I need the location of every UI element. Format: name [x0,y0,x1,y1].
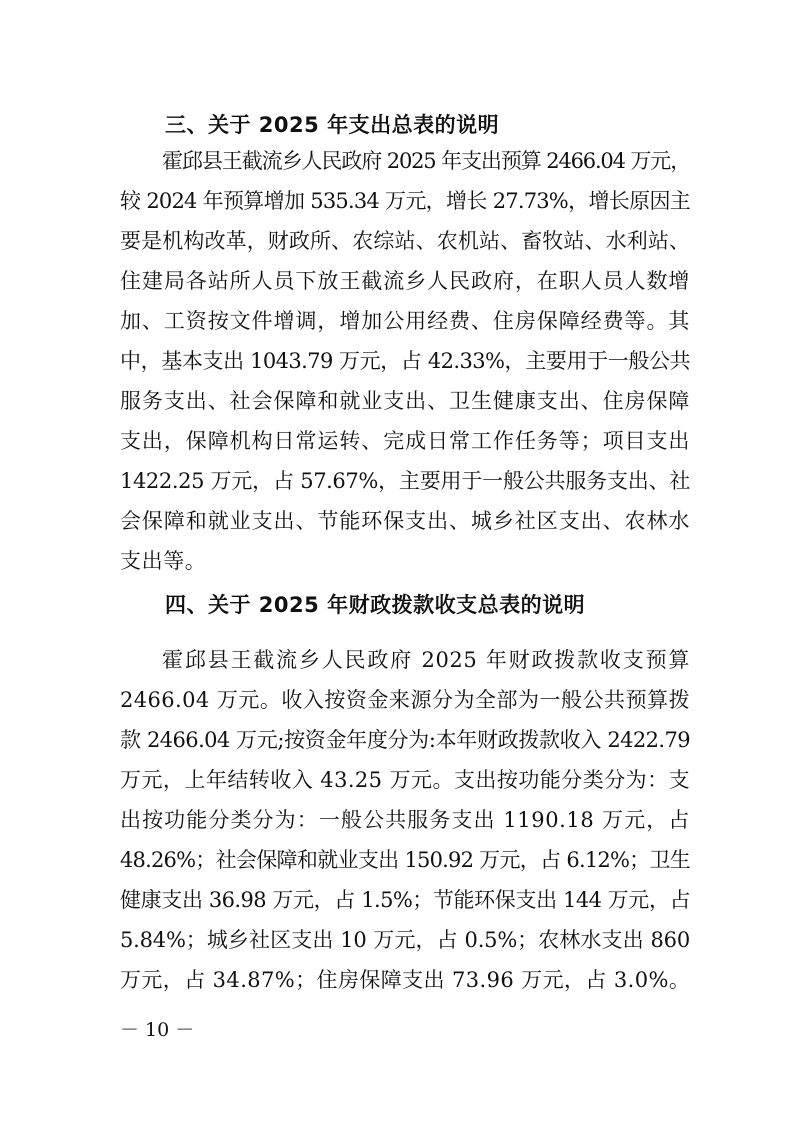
paragraph-line: 5.84%；城乡社区支出 10 万元，占 0.5%；农林水支出 860 [120,928,690,952]
section-3-paragraph [120,141,690,581]
paragraph-line: 款 2466.04 万元;按资金年度分为:本年财政拨款收入 2422.79 [120,728,690,752]
paragraph-line: 霍邱县王截流乡人民政府 2025 年财政拨款收支预算 [162,648,690,672]
page-number: － 10 － [120,1019,195,1041]
section-4-paragraph [120,640,690,1000]
paragraph-line: 1422.25 万元，占 57.67%，主要用于一般公共服务支出、社 [120,469,690,493]
paragraph-line: 48.26%；社会保障和就业支出 150.92 万元，占 6.12%；卫生 [120,848,690,872]
paragraph-line: 健康支出 36.98 万元，占 1.5%；节能环保支出 144 万元，占 [120,888,690,912]
paragraph-line: 要是机构改革，财政所、农综站、农机站、畜牧站、水利站、 [120,229,690,253]
paragraph-line: 会保障和就业支出、节能环保支出、城乡社区支出、农林水 [120,509,690,533]
paragraph-line: 万元，占 34.87%；住房保障支出 73.96 万元，占 3.0%。 [120,968,691,992]
paragraph-line: 服务支出、社会保障和就业支出、卫生健康支出、住房保障 [120,389,690,413]
paragraph-line: 中，基本支出 1043.79 万元，占 42.33%，主要用于一般公共 [120,349,690,373]
paragraph-line: 加、工资按文件增调，增加公用经费、住房保障经费等。其 [120,309,690,333]
paragraph-line: 霍邱县王截流乡人民政府 2025 年支出预算 2466.04 万元， [162,149,690,173]
paragraph-line: 住建局各站所人员下放王截流乡人民政府，在职人员人数增 [120,269,690,293]
paragraph-line: 2466.04 万元。收入按资金来源分为全部为一般公共预算拨 [120,688,690,712]
section-4-heading: 四、关于 2025 年财政拨款收支总表的说明 [165,593,586,617]
paragraph-line: 支出，保障机构日常运转、完成日常工作任务等；项目支出 [120,429,690,453]
paragraph-line: 较 2024 年预算增加 535.34 万元，增长 27.73%，增长原因主 [120,189,690,213]
paragraph-line: 万元，上年结转收入 43.25 万元。支出按功能分类分为：支 [120,768,690,792]
paragraph-line: 支出等。 [120,549,207,573]
paragraph-line: 出按功能分类分为：一般公共服务支出 1190.18 万元，占 [120,808,690,832]
section-3-heading: 三、关于 2025 年支出总表的说明 [165,113,500,137]
